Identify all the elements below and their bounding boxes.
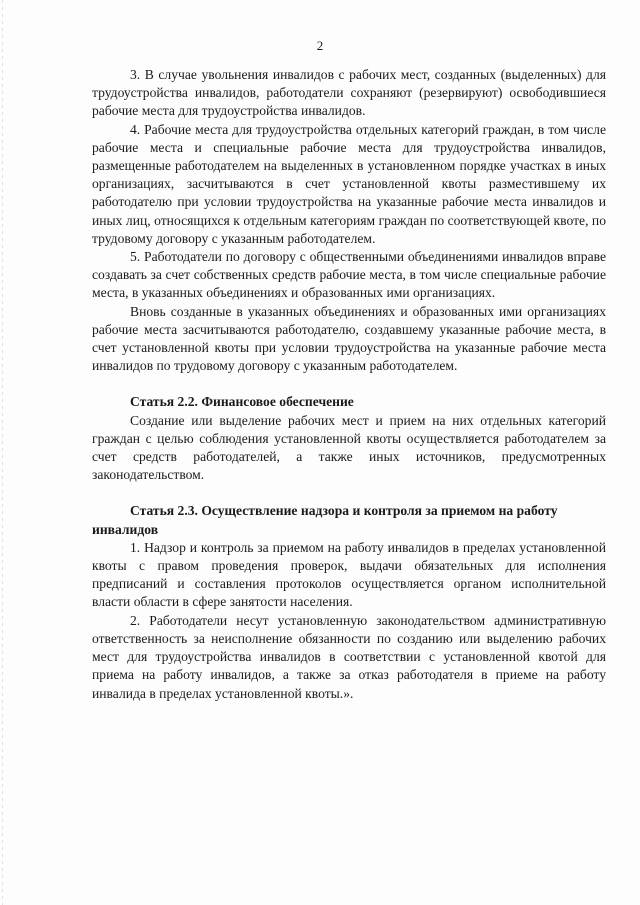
article-2-3-item-2: 2. Работодатели несут установленную законодательством административную ответственность за неисполнение обязанности по созданию или выделению рабочих мест для трудоустройства инвалидов в соответствии с установленной квотой для приема на работу инвалидов, а также за отказ работодателя в приеме на работу инвалида в пределах установленной квоты.». bbox=[92, 612, 606, 701]
article-2-3-item-1: 1. Надзор и контроль за приемом на работу инвалидов в пределах установленной квоты с правом проведения проверок, выдачи обязательных для исполнения предписаний и составления протоколов осуществляется органом исполнительной власти области в сфере занятости населения. bbox=[92, 539, 606, 610]
article-2-2-heading: Статья 2.2. Финансовое обеспечение bbox=[130, 394, 354, 410]
paragraph-new-workplaces: Вновь созданные в указанных объединениях и образованных ими организациях рабочие места засчитываются работодателю, создавшему указанные рабочие места, в счет установленной квоты при условии трудоустройства на указанные рабочие места инвалидов по трудовому договору с указанным работодателем. bbox=[92, 303, 606, 374]
article-2-3-heading: Статья 2.3. Осуществление надзора и контроля за приемом на работу инвалидов bbox=[92, 503, 558, 537]
document-body bbox=[92, 66, 606, 703]
page-number: 2 bbox=[316, 38, 324, 53]
paragraph-item-3: 3. В случае увольнения инвалидов с рабочих мест, созданных (выделенных) для трудоустройства инвалидов, работодатели сохраняют (резервируют) освободившиеся рабочие места для трудоустройства инвалидов. bbox=[92, 67, 606, 119]
section-gap bbox=[92, 375, 606, 393]
article-2-2-text: Создание или выделение рабочих мест и прием на них отдельных категорий граждан с целью соблюдения установленной квоты осуществляется работодателем за счет средств работодателей, а также иных источников, предусмотренных законодательством. bbox=[92, 412, 606, 483]
paragraph-item-4: 4. Рабочие места для трудоустройства отдельных категорий граждан, в том числе рабочие места и специальные рабочие места для трудоустройства инвалидов, размещенные работодателем на выделенных в установленном порядке участках в иных организациях, засчитываются в счет установленной квоты разместившему их работодателю при условии трудоустройства на указанные рабочие места инвалидов и иных лиц, относящихся к отдельным категориям граждан по соответствующей квоте, по трудовому договору с указанным работодателем. bbox=[92, 121, 606, 246]
scan-edge-mark bbox=[2, 0, 3, 905]
section-gap bbox=[92, 484, 606, 502]
paragraph-item-5: 5. Работодатели по договору с общественными объединениями инвалидов вправе создавать за счет собственных средств рабочие места, в том числе специальные рабочие места, в указанных объединениях и образованных ими организациях. bbox=[92, 249, 606, 301]
